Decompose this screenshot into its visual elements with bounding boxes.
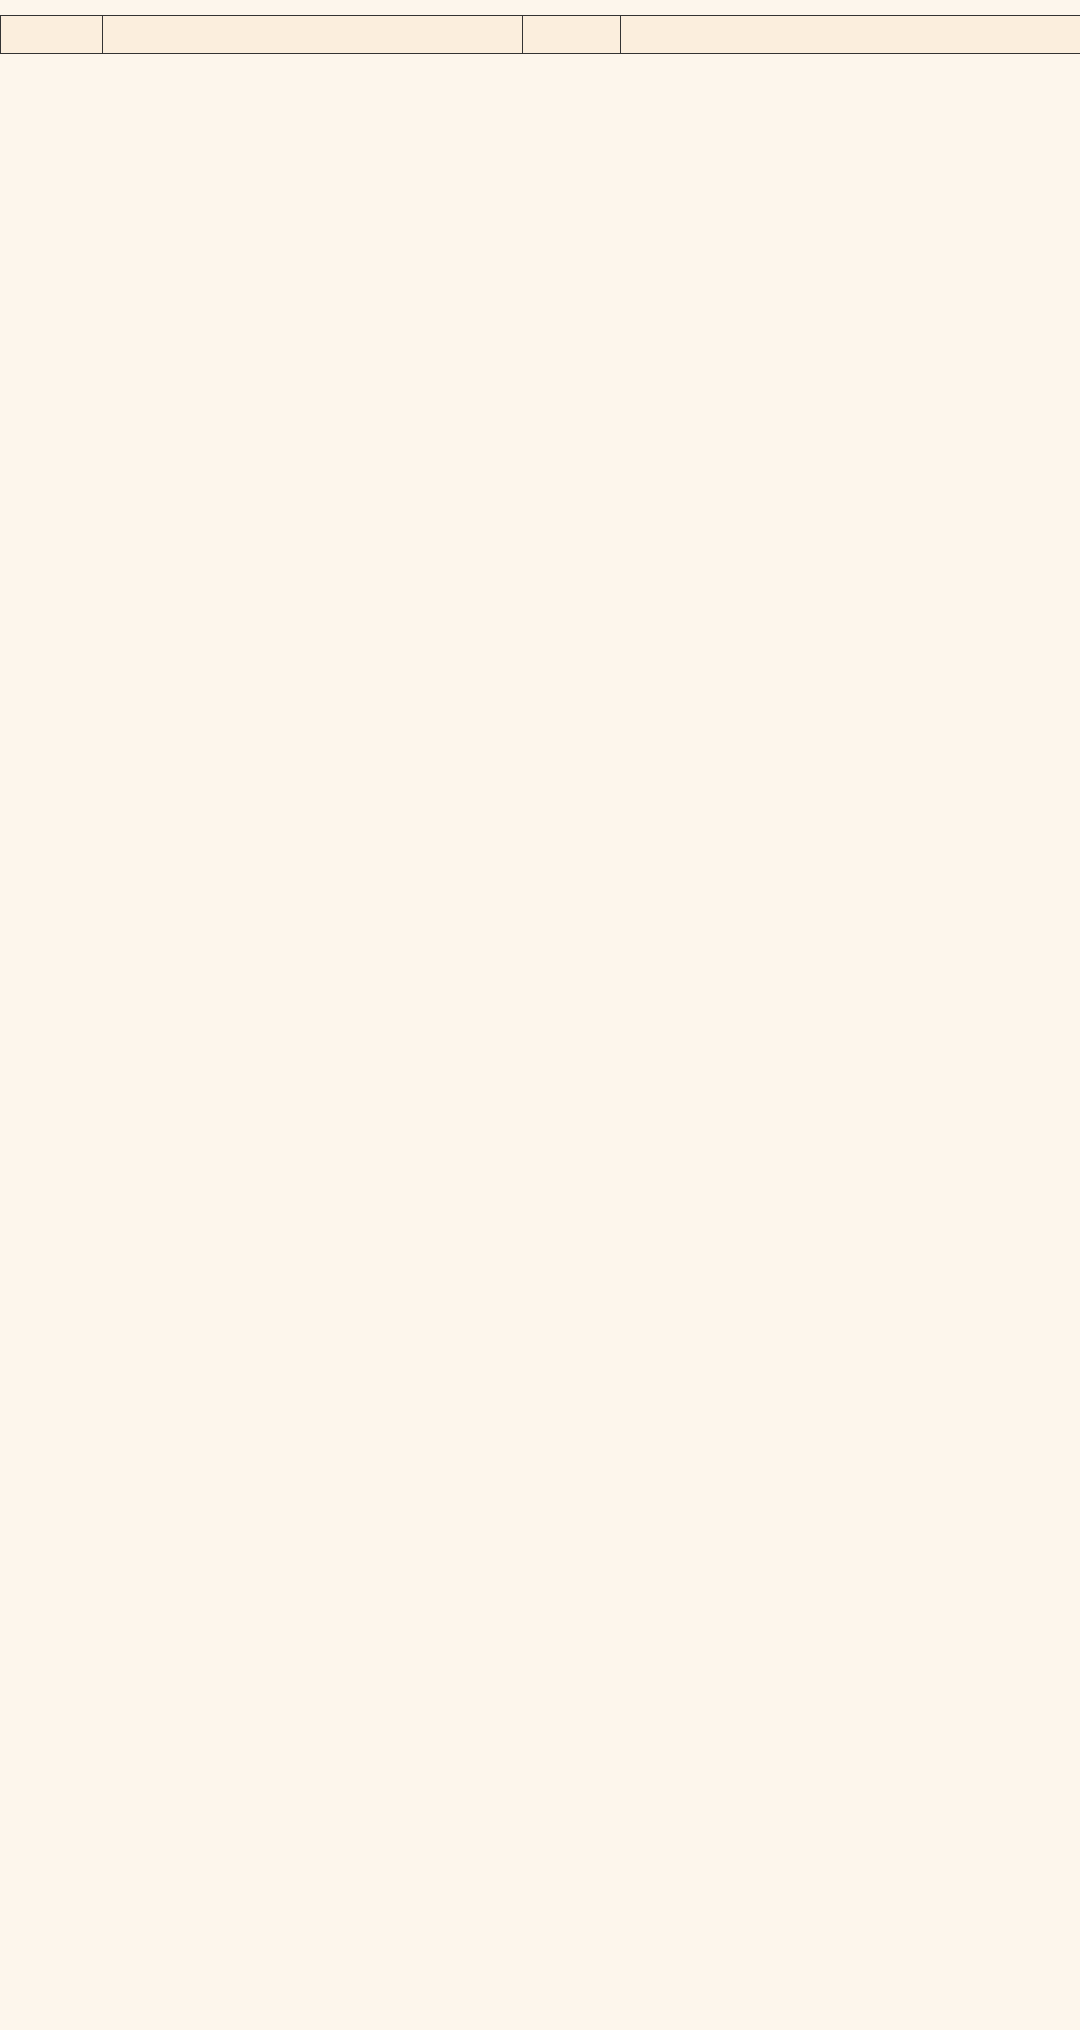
ranking-table-wrap <box>0 15 1080 54</box>
header-rank-right <box>523 16 621 54</box>
header-rank-left <box>1 16 103 54</box>
table-header-row <box>1 16 1080 54</box>
town-ranking-table <box>0 15 1080 54</box>
header-town-right <box>621 16 1080 54</box>
header-town-left <box>103 16 523 54</box>
